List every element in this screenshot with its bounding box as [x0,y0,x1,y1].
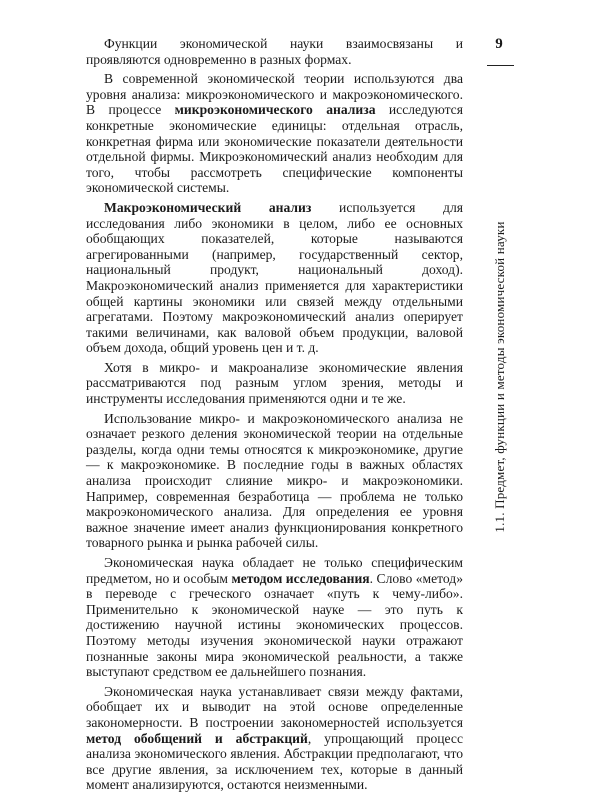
bold-term: метод обобщений и абстракций [86,730,308,746]
text-run: Использование микро- и макроэкономического анализа не означает резкого деления экономической теории на отдельные разделы, когда одни темы относятся к микроэкономике, другие — к макроэкономике. В последние годы в важных областях анализа происходит слияние микро- и макроэкономики. Например, современная безработица — проблема не только макроэкономического анализа. Для определения ее уровня важное значение имеет анализ функционирования конкретного товарного рынка и рынка рабочей силы. [86,410,463,551]
text-run: Экономическая наука обладает не только специфическим предметом, но и особым [86,555,463,586]
running-head-text: 1.1. Предмет, функции и методы экономической науки [492,221,507,533]
text-run: , упрощающий процесс анализа экономического явления. Абстракции предполагают, что все другие явления, за исключением тех, которые в данный момент анализируются, остаются неизменными. [86,730,463,793]
paragraph [86,684,463,793]
text-run: . Слово «метод» в переводе с греческого означает «путь к чему-либо». Применительно к экономической науке — это путь к достижению научной истины экономических процессов. Поэтому методы изучения экономической науки отражают познанные законы мира экономической реальности, а также выступают средством ее дальнейшего познания. [86,570,464,680]
paragraph [86,555,463,680]
text-run: Экономическая наука устанавливает связи между фактами, обобщает их и выводит на этой основе определенные закономерности. В построении закономерностей используется [86,683,463,730]
paragraph [86,200,463,356]
text-run: В современной экономической теории используются два уровня анализа: микроэкономического и макроэкономического. В процессе [86,71,463,118]
paragraph [86,71,463,196]
text-run: используется для исследования либо экономики в целом, либо ее основных обобщающих показателей, которые называются агрегированными (например, государственный сектор, национальный продукт, национальный доход). Макроэкономический анализ применяется для характеристики общей картины экономики или связей между отдельными агрегатами. Поэтому макроэкономический анализ оперирует такими величинами, как валовой объем продукции, валовой объем дохода, общий уровень цен и т. д. [86,199,464,356]
paragraph [86,360,463,407]
body-text [86,36,463,797]
paragraph [86,36,463,67]
header-rule [487,65,514,66]
bold-term: методом исследования [231,570,370,586]
paragraph [86,411,463,551]
bold-term: Макроэкономический анализ [104,199,312,215]
text-run: Функции экономической науки взаимосвязаны и проявляются одновременно в разных формах. [86,36,463,67]
text-run: исследуются конкретные экономические единицы: отдельная отрасль, конкретная фирма или экономические показатели деятельности отдельной фирмы. Микроэкономический анализ необходим для того, чтобы рассмотреть специфические компоненты экономической системы. [86,102,463,196]
bold-term: микроэкономического анализа [174,102,376,118]
text-run: Хотя в микро- и макроанализе экономические явления рассматриваются под разным углом зрения, методы и инструменты исследования применяются одни и те же. [86,359,463,407]
page-number: 9 [495,36,503,52]
